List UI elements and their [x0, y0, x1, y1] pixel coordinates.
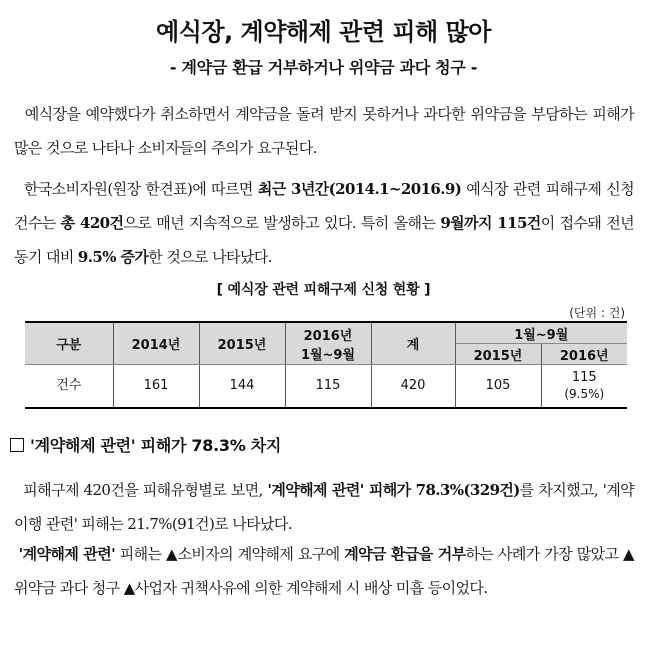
- type-text-1: 피해구제 420건을 피해유형별로 보면,: [23, 481, 268, 499]
- type-paragraph: [14, 473, 634, 541]
- table-row: [25, 365, 627, 409]
- cell-2014: 161: [113, 365, 199, 409]
- header-2016-range: 1월~9월: [300, 347, 356, 363]
- stats-text-5: 한 것으로 나타났다.: [148, 248, 272, 266]
- cell-period-2016-change: (9.5%): [564, 386, 605, 401]
- intro-text: 예식장을 예약했다가 취소하면서 계약금을 돌려 받지 못하거나 과다한 위약금을 부담하는 피해가 많은 것으로 나타나 소비자들의 주의가 요구된다.: [14, 105, 634, 157]
- header-period-2016: 2016년: [541, 344, 627, 365]
- stats-total: 총 420건: [60, 214, 124, 232]
- stats-text-1: 한국소비자원(원장 한견표)에 따르면: [23, 180, 258, 198]
- cell-2016: 115: [285, 365, 371, 409]
- stats-paragraph: [14, 172, 634, 274]
- intro-paragraph: [14, 97, 634, 165]
- stats-period: 최근 3년간(2014.1~2016.9): [257, 180, 462, 198]
- header-period-2015: 2015년: [455, 344, 541, 365]
- section-title: '계약해제 관련' 피해가 78.3% 차지: [30, 436, 282, 455]
- header-2016-year: 2016년: [303, 328, 353, 344]
- detail-highlight-2: 계약금 환급을 거부: [344, 545, 466, 563]
- header-category: 구분: [25, 322, 113, 365]
- cell-period-2015: 105: [455, 365, 541, 409]
- detail-text-2: 하는 사례가 가장 많았고 ▲위약금 과다 청구 ▲사업자 귀책사유에 의한 계약해제 시 배상 미흡 등이었다.: [14, 545, 634, 597]
- stats-ytd: 9월까지 115건: [440, 214, 541, 232]
- checkbox-bullet-icon: [10, 438, 24, 452]
- complaints-table: [25, 321, 627, 409]
- cell-period-2016: [541, 365, 627, 409]
- stats-text-2: 예식장 관련 피해구제 신청 건수는: [14, 180, 634, 232]
- cell-2015: 144: [199, 365, 285, 409]
- type-text-2: 를 차지했고, '계약이행 관련' 피해는 21.7%(91건)로 나타났다.: [14, 481, 635, 533]
- detail-highlight-1: '계약해제 관련': [18, 545, 116, 563]
- header-2015: 2015년: [199, 322, 285, 365]
- table-unit: (단위 : 건): [569, 306, 625, 320]
- stats-increase: 9.5% 증가: [77, 248, 149, 266]
- stats-text-4: 이 접수돼 전년 동기 대비: [14, 214, 635, 266]
- header-period: 1월~9월: [455, 322, 627, 344]
- table-title: [ 예식장 관련 피해구제 신청 현황 ]: [216, 282, 431, 298]
- type-highlight: '계약해제 관련' 피해가 78.3%(329건): [267, 481, 520, 499]
- row-label: 건수: [25, 365, 113, 409]
- page-subtitle: - 계약금 환급 거부하거나 위약금 과다 청구 -: [169, 58, 478, 77]
- header-2014: 2014년: [113, 322, 199, 365]
- page-title: 예식장, 계약해제 관련 피해 많아: [156, 18, 491, 46]
- stats-text-3: 으로 매년 지속적으로 발생하고 있다. 특히 올해는: [123, 214, 441, 232]
- table-header-row: [25, 322, 627, 344]
- header-total: 계: [371, 322, 455, 365]
- detail-text-1: 피해는 ▲소비자의 계약해제 요구에: [115, 545, 345, 563]
- section-heading: [10, 433, 281, 456]
- header-2016: [285, 322, 371, 365]
- detail-paragraph: [14, 537, 634, 605]
- cell-period-2016-value: 115: [571, 369, 597, 385]
- cell-total: 420: [371, 365, 455, 409]
